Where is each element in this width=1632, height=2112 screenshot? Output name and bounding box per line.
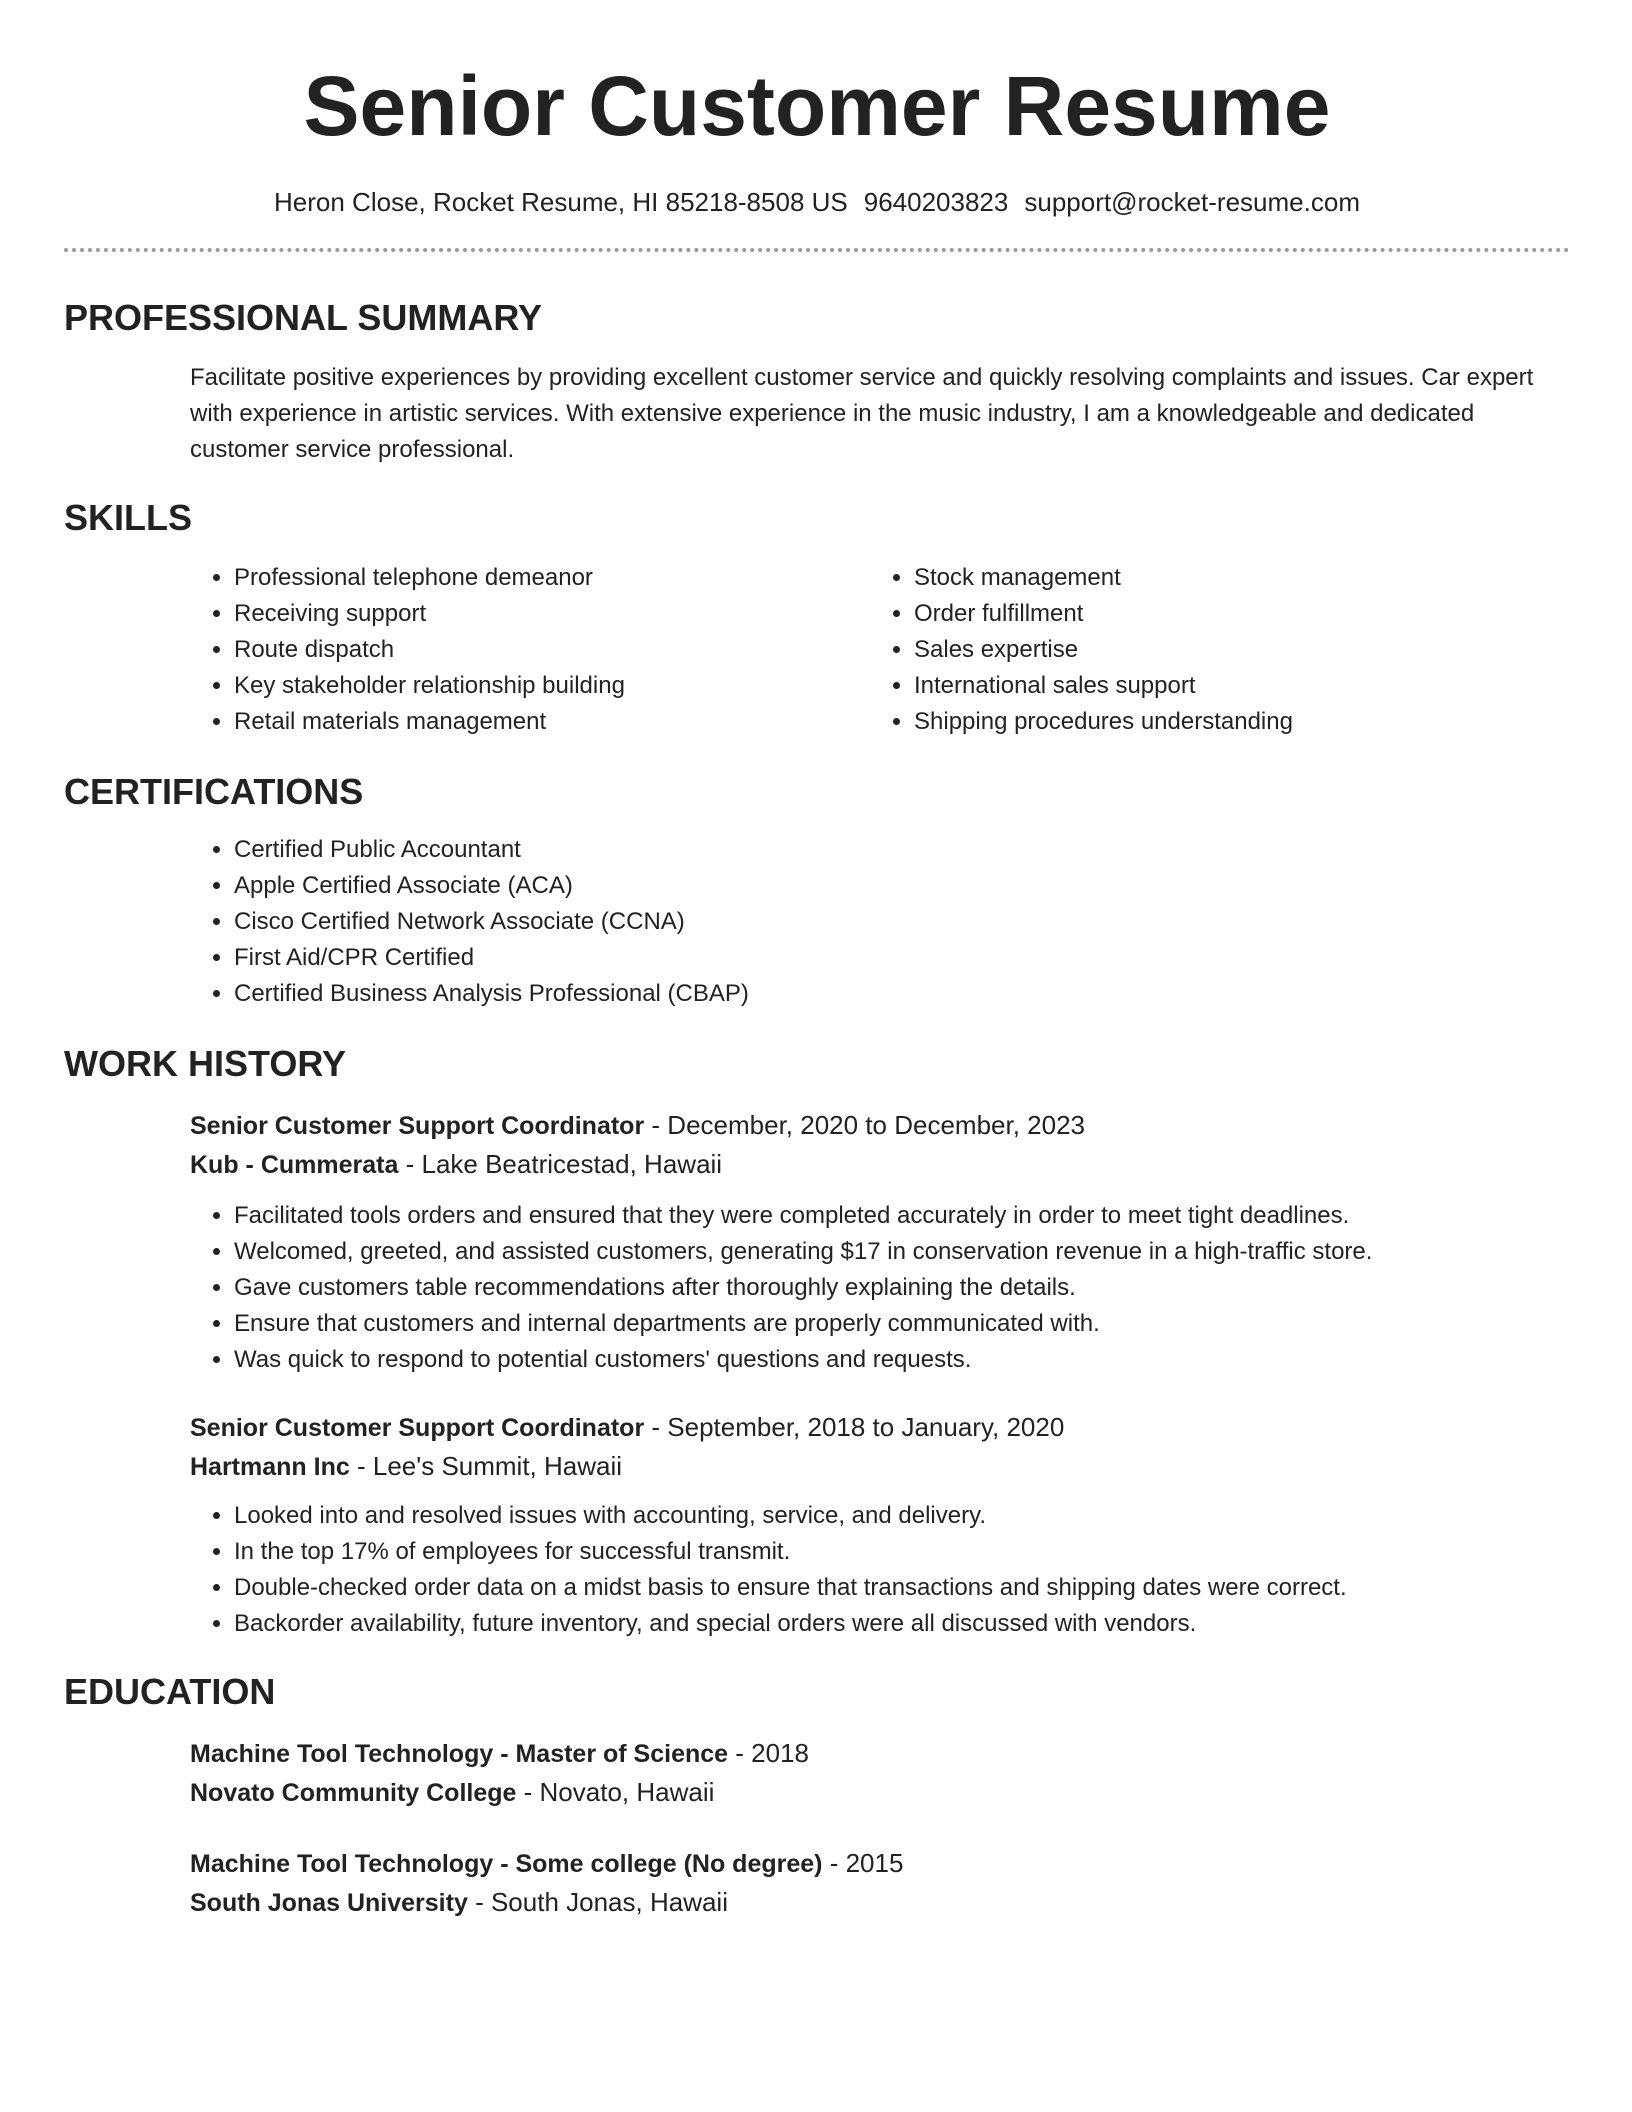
resume-name: Senior Customer Resume	[303, 59, 1331, 153]
education-section	[64, 1670, 1570, 1922]
certification-item: • Certified Public Accountant	[234, 832, 1570, 868]
certifications-list	[190, 832, 1570, 1012]
job-bullet: • Facilitated tools orders and ensured that they were completed accurately in order to meet tight deadlines.	[234, 1198, 1570, 1234]
skill-item: • Sales expertise	[914, 632, 1550, 668]
education-school-line	[190, 1773, 1570, 1812]
skill-item: • International sales support	[914, 668, 1550, 704]
job-location: - Lee's Summit, Hawaii	[349, 1451, 623, 1481]
summary-text: Facilitate positive experiences by providing excellent customer service and quickly resolving complaints and issues. Car expert with experience in artistic services. With extensive experience in the music industry, I am a knowledgeable and dedicated customer service professional.	[190, 364, 1534, 463]
certifications-title: CERTIFICATIONS	[64, 771, 364, 812]
certification-item: • Cisco Certified Network Associate (CCNA)	[234, 904, 1570, 940]
education-title: EDUCATION	[64, 1671, 276, 1712]
summary-title: PROFESSIONAL SUMMARY	[64, 297, 543, 338]
education-degree: Machine Tool Technology - Master of Science	[190, 1740, 729, 1768]
certification-item: • Certified Business Analysis Professional (CBAP)	[234, 976, 1570, 1012]
skills-column-right	[870, 560, 1550, 740]
education-degree-line	[190, 1734, 1570, 1773]
skills-list-left	[190, 560, 870, 740]
summary-section	[64, 296, 1570, 468]
education-school-line	[190, 1883, 1570, 1922]
education-location: - South Jonas, Hawaii	[467, 1887, 728, 1917]
job-bullets	[190, 1498, 1570, 1642]
job-bullet: • Was quick to respond to potential customers' questions and requests.	[234, 1342, 1570, 1378]
skills-columns	[190, 560, 1570, 740]
job-dates: - September, 2018 to January, 2020	[644, 1412, 1065, 1442]
skills-list-right	[870, 560, 1550, 740]
job-company-line	[190, 1145, 1570, 1184]
work-history-section	[64, 1042, 1570, 1642]
skill-item: • Key stakeholder relationship building	[234, 668, 870, 704]
job-company: Kub - Cummerata	[190, 1151, 399, 1179]
contact-address: Heron Close, Rocket Resume, HI 85218-8508 US	[274, 187, 848, 217]
education-location: - Novato, Hawaii	[516, 1777, 715, 1807]
skills-title: SKILLS	[64, 497, 193, 538]
skill-item: • Route dispatch	[234, 632, 870, 668]
job-bullet: • Welcomed, greeted, and assisted customers, generating $17 in conservation revenue in a high-traffic store.	[234, 1234, 1570, 1270]
education-year: - 2015	[822, 1848, 904, 1878]
certification-item: • Apple Certified Associate (ACA)	[234, 868, 1570, 904]
contact-line	[64, 186, 1570, 218]
header-divider	[64, 248, 1570, 252]
job-bullet: • Gave customers table recommendations after thoroughly explaining the details.	[234, 1270, 1570, 1306]
education-school: Novato Community College	[190, 1779, 517, 1807]
job-bullet: • Double-checked order data on a midst basis to ensure that transactions and shipping dates were correct.	[234, 1570, 1570, 1606]
contact-email: support@rocket-resume.com	[1024, 187, 1360, 217]
education-school: South Jonas University	[190, 1889, 468, 1917]
skills-column-left	[190, 560, 870, 740]
education-degree: Machine Tool Technology - Some college (No degree)	[190, 1850, 823, 1878]
job-dates: - December, 2020 to December, 2023	[644, 1110, 1085, 1140]
skill-item: • Shipping procedures understanding	[914, 704, 1550, 740]
job-role: Senior Customer Support Coordinator	[190, 1414, 645, 1442]
skill-item: • Retail materials management	[234, 704, 870, 740]
certifications-section	[64, 770, 1570, 1012]
work-history-title: WORK HISTORY	[64, 1043, 347, 1084]
job-bullet: • Ensure that customers and internal departments are properly communicated with.	[234, 1306, 1570, 1342]
job-bullet: • Backorder availability, future inventory, and special orders were all discussed with vendors.	[234, 1606, 1570, 1642]
job-bullets	[190, 1198, 1570, 1378]
education-entry	[190, 1844, 1570, 1922]
education-degree-line	[190, 1844, 1570, 1883]
skill-item: • Order fulfillment	[914, 596, 1550, 632]
education-year: - 2018	[728, 1738, 810, 1768]
education-entry	[190, 1734, 1570, 1812]
contact-phone: 9640203823	[863, 187, 1009, 217]
job-entry	[190, 1408, 1570, 1642]
job-entry	[190, 1106, 1570, 1378]
skills-section	[64, 496, 1570, 740]
resume-page	[64, 0, 1570, 1922]
job-bullet: • In the top 17% of employees for successful transmit.	[234, 1534, 1570, 1570]
job-bullet: • Looked into and resolved issues with accounting, service, and delivery.	[234, 1498, 1570, 1534]
skill-item: • Stock management	[914, 560, 1550, 596]
job-company: Hartmann Inc	[190, 1453, 350, 1481]
skill-item: • Receiving support	[234, 596, 870, 632]
job-title-line	[190, 1106, 1570, 1145]
job-role: Senior Customer Support Coordinator	[190, 1112, 645, 1140]
job-location: - Lake Beatricestad, Hawaii	[398, 1149, 723, 1179]
job-title-line	[190, 1408, 1570, 1447]
skill-item: • Professional telephone demeanor	[234, 560, 870, 596]
job-company-line	[190, 1447, 1570, 1486]
certification-item: • First Aid/CPR Certified	[234, 940, 1570, 976]
